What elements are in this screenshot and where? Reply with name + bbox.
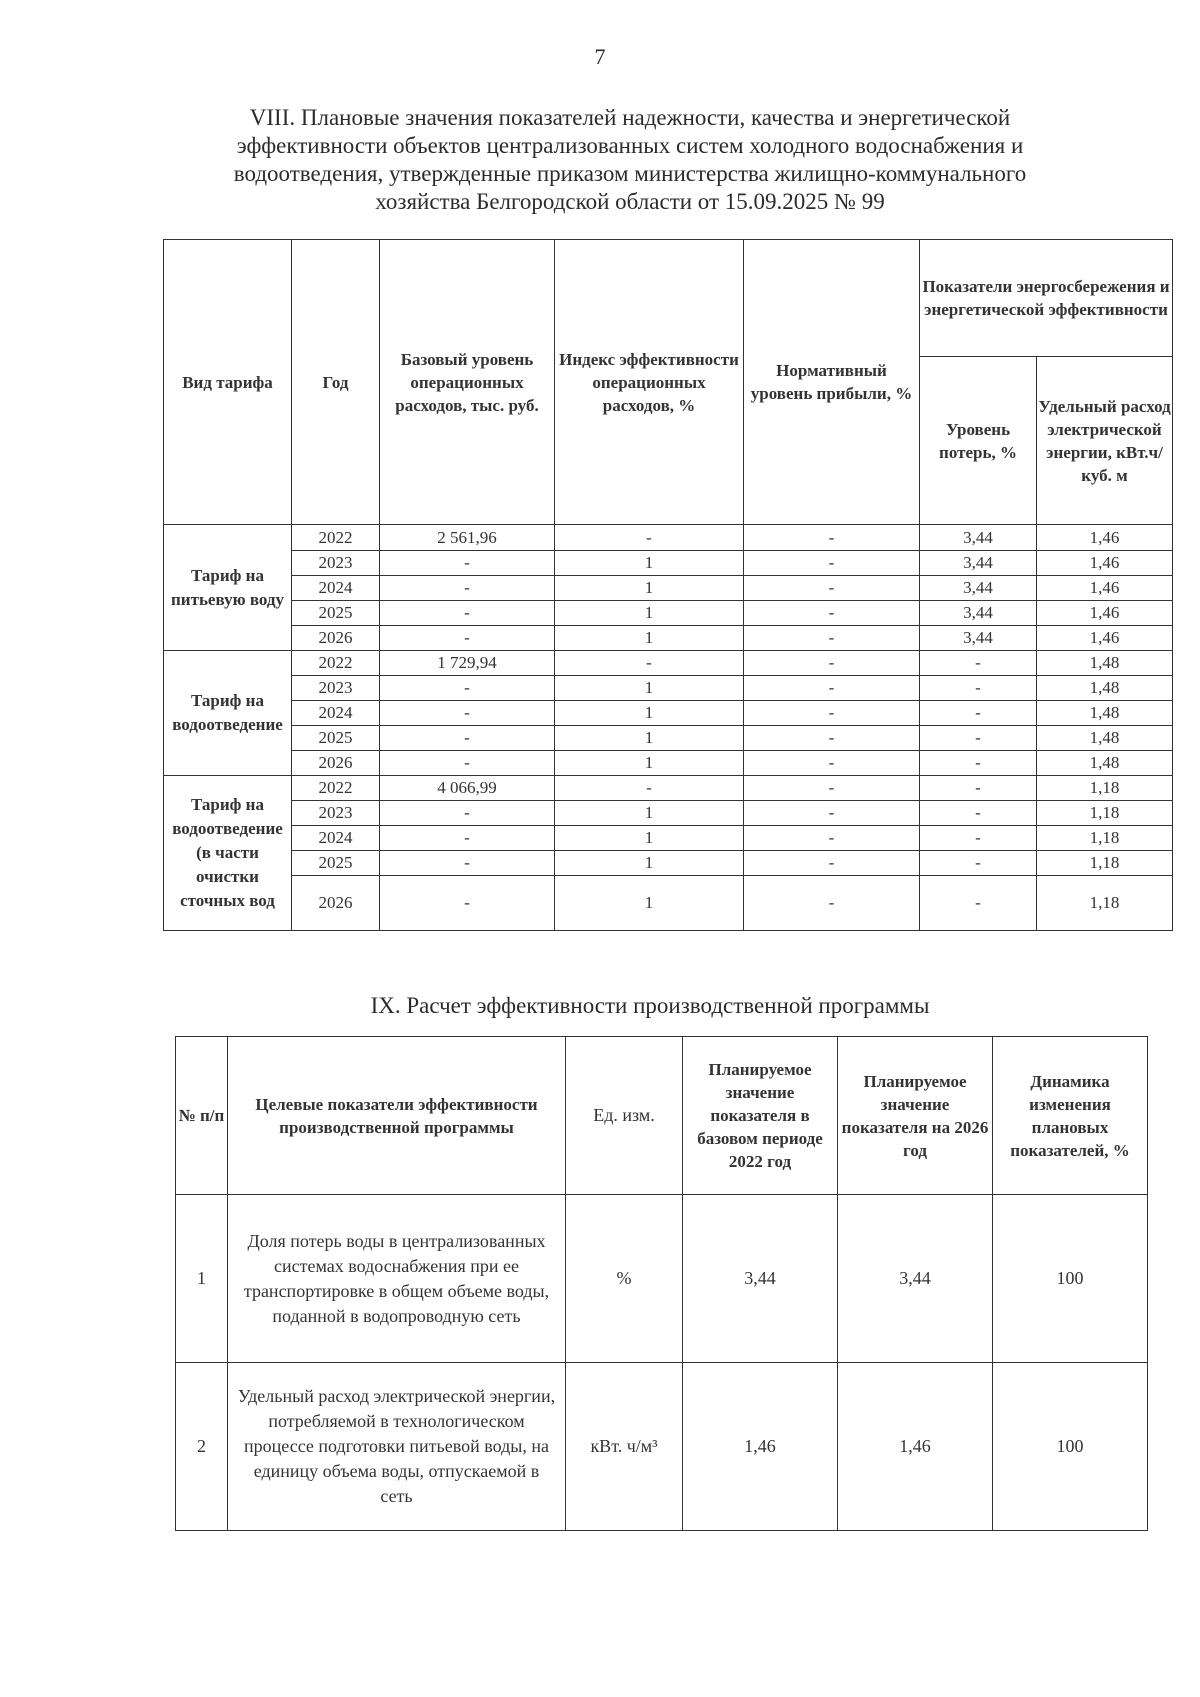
table-row [164,651,1173,676]
year-cell: 2022 [292,651,380,676]
normative-profit-value: - [744,525,920,551]
efficiency-index-value: - [555,776,744,801]
header-indicator: Целевые показатели эффективности производственной программы [228,1037,566,1195]
table-row [164,826,1173,851]
efficiency-index-value: - [555,525,744,551]
dynamics-value: 100 [993,1363,1148,1531]
base-opex-value: 4 066,99 [380,776,555,801]
year-cell: 2024 [292,701,380,726]
specific-energy-value: 1,48 [1037,651,1173,676]
base-opex-value: - [380,601,555,626]
header-base-opex: Базовый уровень операционных расходов, тыс. руб. [380,240,555,525]
year-cell: 2025 [292,601,380,626]
loss-level-value: 3,44 [920,551,1037,576]
efficiency-index-value: 1 [555,726,744,751]
table-row [164,626,1173,651]
normative-profit-value: - [744,676,920,701]
loss-level-value: 3,44 [920,576,1037,601]
year-cell: 2026 [292,876,380,931]
specific-energy-value: 1,18 [1037,826,1173,851]
normative-profit-value: - [744,801,920,826]
year-cell: 2023 [292,801,380,826]
base-opex-value: - [380,626,555,651]
base-opex-value: 1 729,94 [380,651,555,676]
plan-2026-value: 1,46 [838,1363,993,1531]
efficiency-index-value: 1 [555,751,744,776]
efficiency-index-value: - [555,651,744,676]
header-tariff-type: Вид тарифа [164,240,292,525]
table-row [164,801,1173,826]
normative-profit-value: - [744,876,920,931]
base-opex-value: - [380,576,555,601]
loss-level-value: - [920,801,1037,826]
header-unit: Ед. изм. [566,1037,683,1195]
tariff-type-cell: Тариф на водоотведение (в части очистки сточных вод [164,776,292,931]
header-year: Год [292,240,380,525]
table-row [164,776,1173,801]
header-efficiency-index: Индекс эффективности операционных расходов, % [555,240,744,525]
base-value: 1,46 [683,1363,838,1531]
base-opex-value: 2 561,96 [380,525,555,551]
efficiency-index-value: 1 [555,876,744,931]
efficiency-index-value: 1 [555,851,744,876]
specific-energy-value: 1,46 [1037,525,1173,551]
year-cell: 2023 [292,551,380,576]
efficiency-index-value: 1 [555,826,744,851]
table-row [164,576,1173,601]
base-opex-value: - [380,801,555,826]
base-opex-value: - [380,701,555,726]
efficiency-index-value: 1 [555,551,744,576]
specific-energy-value: 1,46 [1037,601,1173,626]
specific-energy-value: 1,46 [1037,576,1173,601]
loss-level-value: - [920,726,1037,751]
year-cell: 2026 [292,626,380,651]
section-9-title: IX. Расчет эффективности производственной программы [370,993,930,1018]
normative-profit-value: - [744,601,920,626]
year-cell: 2025 [292,726,380,751]
dynamics-value: 100 [993,1195,1148,1363]
table-row [164,525,1173,551]
table-row [164,601,1173,626]
base-opex-value: - [380,551,555,576]
normative-profit-value: - [744,776,920,801]
efficiency-index-value: 1 [555,676,744,701]
normative-profit-value: - [744,751,920,776]
base-opex-value: - [380,751,555,776]
normative-profit-value: - [744,826,920,851]
normative-profit-value: - [744,551,920,576]
table-row [164,851,1173,876]
table-row [164,751,1173,776]
tariff-type-cell: Тариф на водоотведение [164,651,292,776]
section-8-title: VIII. Плановые значения показателей надежности, качества и энергетической эффективности объектов централизованных систем холодного водоснабжения и водоотведения, утвержденные приказом министерства жилищно-коммунального хозяйства Белгородской области от 15.09.2025 № 99 [233,105,1027,214]
loss-level-value: - [920,701,1037,726]
header-loss-level: Уровень потерь, % [920,357,1037,525]
header-energy-group: Показатели энергосбережения и энергетической эффективности [920,240,1173,357]
indicator-name: Доля потерь воды в централизованных системах водоснабжения при ее транспортировке в общем объеме воды, поданной в водопроводную сеть [228,1195,566,1363]
year-cell: 2022 [292,776,380,801]
plan-2026-value: 3,44 [838,1195,993,1363]
page-number: 7 [594,44,606,69]
table-row [164,676,1173,701]
loss-level-value: - [920,651,1037,676]
base-opex-value: - [380,851,555,876]
unit: % [566,1195,683,1363]
specific-energy-value: 1,18 [1037,776,1173,801]
header-normative-profit: Нормативный уровень прибыли, % [744,240,920,525]
year-cell: 2024 [292,576,380,601]
normative-profit-value: - [744,851,920,876]
header-specific-energy: Удельный расход электрической энергии, кВт.ч/ куб. м [1037,357,1173,525]
base-opex-value: - [380,676,555,701]
loss-level-value: - [920,826,1037,851]
loss-level-value: 3,44 [920,525,1037,551]
unit: кВт. ч/м³ [566,1363,683,1531]
year-cell: 2023 [292,676,380,701]
specific-energy-value: 1,46 [1037,626,1173,651]
loss-level-value: - [920,851,1037,876]
table-row [176,1363,1148,1531]
year-cell: 2024 [292,826,380,851]
efficiency-index-value: 1 [555,626,744,651]
normative-profit-value: - [744,726,920,751]
loss-level-value: - [920,751,1037,776]
year-cell: 2026 [292,751,380,776]
loss-level-value: - [920,776,1037,801]
specific-energy-value: 1,48 [1037,701,1173,726]
targets-table [163,239,1173,931]
efficiency-index-value: 1 [555,701,744,726]
row-number: 2 [176,1363,228,1531]
indicator-name: Удельный расход электрической энергии, потребляемой в технологическом процессе подготовки питьевой воды, на единицу объема воды, отпускаемой в сеть [228,1363,566,1531]
header-plan-2026: Планируемое значение показателя на 2026 год [838,1037,993,1195]
base-opex-value: - [380,876,555,931]
header-row-number: № п/п [176,1037,228,1195]
table-row [176,1195,1148,1363]
loss-level-value: - [920,876,1037,931]
specific-energy-value: 1,18 [1037,876,1173,931]
header-dynamics: Динамика изменения плановых показателей, % [993,1037,1148,1195]
specific-energy-value: 1,48 [1037,676,1173,701]
table-row [164,876,1173,931]
specific-energy-value: 1,46 [1037,551,1173,576]
specific-energy-value: 1,18 [1037,851,1173,876]
normative-profit-value: - [744,651,920,676]
base-opex-value: - [380,826,555,851]
base-opex-value: - [380,726,555,751]
targets-table-body [164,525,1173,931]
loss-level-value: 3,44 [920,601,1037,626]
header-base-value: Планируемое значение показателя в базовом периоде 2022 год [683,1037,838,1195]
normative-profit-value: - [744,626,920,651]
efficiency-index-value: 1 [555,576,744,601]
specific-energy-value: 1,48 [1037,726,1173,751]
normative-profit-value: - [744,576,920,601]
efficiency-index-value: 1 [555,601,744,626]
efficiency-table [175,1036,1148,1531]
table-row [164,701,1173,726]
specific-energy-value: 1,48 [1037,751,1173,776]
loss-level-value: - [920,676,1037,701]
specific-energy-value: 1,18 [1037,801,1173,826]
normative-profit-value: - [744,701,920,726]
year-cell: 2022 [292,525,380,551]
year-cell: 2025 [292,851,380,876]
row-number: 1 [176,1195,228,1363]
tariff-type-cell: Тариф на питьевую воду [164,525,292,651]
efficiency-index-value: 1 [555,801,744,826]
base-value: 3,44 [683,1195,838,1363]
table-row [164,551,1173,576]
loss-level-value: 3,44 [920,626,1037,651]
table-row [164,726,1173,751]
